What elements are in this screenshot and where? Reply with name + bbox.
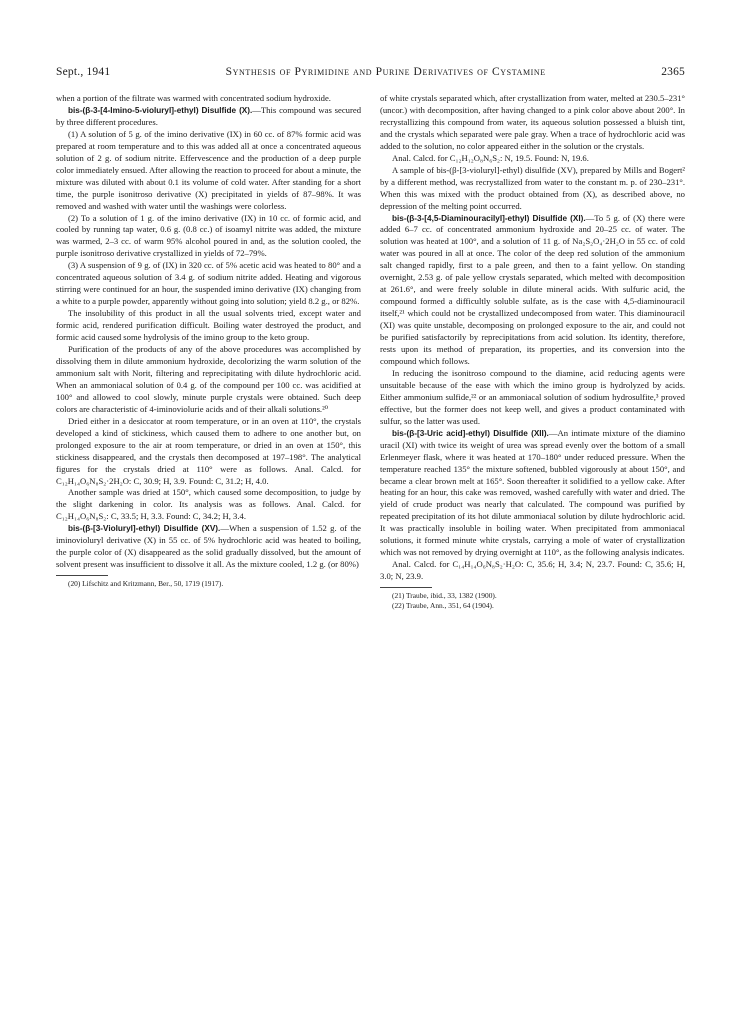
- left-paragraph: [56, 129, 361, 213]
- paragraph-text: Another sample was dried at 150°, which caused some decomposition, to judge by the slight darkening in color. Its analysis was as follows. Anal. Calcd. for C₁₂H₁₄O₆N₈S₂: C, 33.5; H, 3.3. Found: C, 34.2; H, 3.4.: [56, 487, 361, 522]
- page-header: [56, 66, 685, 78]
- paragraph-text: Purification of the products of any of the above procedures was accomplished by dissolving them in dilute ammonium hydroxide, decolorizing the warm solution of the ammonium salt with Norit, filtering and reprecipitating with dilute hydrochloric acid. When an ammoniacal solution of 0.4 g. of the compound per 100 cc. was acidified at 100° and allowed to cool slowly, minute purple crystals were obtained. Such deep colors are characteristic of 4-iminoviolurie acids and of their alkali solutions.²⁰: [56, 344, 361, 414]
- right-paragraph: [380, 368, 685, 428]
- left-paragraph: [56, 213, 361, 261]
- section-heading: bis-(β-3-[4,5-Diaminouracilyl]-ethyl) Disulfide (XI).: [392, 213, 586, 223]
- paragraph-text: (2) To a solution of 1 g. of the imino derivative (IX) in 10 cc. of formic acid, and cooled by running tap water, 0.6 g. (0.8 cc.) of isoamyl nitrite was added, the mixture was warmed, 2–3 cc. of warm 95% alcohol poured in and, as the solution cooled, the purple isonitroso derivative crystallized in yields of 72–79%.: [56, 212, 361, 259]
- page-number: 2365: [661, 66, 685, 78]
- paragraph-text: Dried either in a desiccator at room temperature, or in an oven at 110°, the crystals developed a kind of stickiness, which caused them to adhere to one another but, on prolonged exposure to the air at room temperature, or dried in an oven at 150°, this stickiness disappeared, and the crystals then decomposed at 197–198°. The analytical figures for the crystals dried at 110° were as follows. Anal. Calcd. for C₁₂H₁₄O₆N₈S₂·2H₂O: C, 30.9; H, 3.9. Found: C, 31.2; H, 4.0.: [56, 415, 361, 486]
- left-column: [56, 93, 361, 589]
- left-paragraph: [56, 344, 361, 416]
- paragraph-text: —An intimate mixture of the diamino uracil (XI) with twice its weight of urea was spread evenly over the bottom of a small Erlenmeyer flask, where it was heated at 170–180° under reduced pressure. When the temperature reached 135° the mixture softened, bubbled vigorously at about 150°, and became a clear brown melt at 165°. Soon thereafter it solidified to a yellow cake. After heating for an hour, this cake was removed, washed carefully with water and dried. The yield of crude product was nearly that calculated. The compound was purified by repeated precipitation of its hot dilute ammoniacal solution by dilute hydrochloric acid. It was practically insoluble in boiling water. When precipitated from ammoniacal solutions, it formed minute white crystals, carrying a mole of water of crystallization which was not removed by drying overnight at 110°, as the following analysis indicates.: [380, 427, 686, 558]
- left-paragraph: [56, 487, 361, 523]
- paragraph-text: Anal. Calcd. for C₁₂H₁₂O₈N₆S₂: N, 19.5. Found: N, 19.6.: [392, 152, 589, 163]
- footnotes: [380, 591, 685, 610]
- paragraph-text: —This compound was secured by three different procedures.: [56, 104, 362, 127]
- section-heading: bis-(β-[3-Uric acid]-ethyl) Disulfide (XII).: [392, 428, 549, 438]
- footnote: (21) Traube, ibid., 33, 1382 (1900).: [392, 591, 497, 601]
- right-paragraph: [380, 165, 685, 213]
- paragraph-text: of white crystals separated which, after crystallization from water, melted at 230.5–231° (uncor.) with decomposition, after having changed to a pink color above about 200°. In recrystallizing this compound from water, its aqueous solution possessed a bluish tint, and the crystals which separated were pale gray. When a trace of hydrochloric acid was added to the solution, no color appeared either in the solution or the crystals.: [380, 93, 685, 151]
- left-paragraph: [56, 523, 361, 571]
- right-paragraph: [380, 428, 685, 559]
- paragraph-text: —To 5 g. of (X) there were added 6–7 cc. of concentrated ammonium hydroxide and 20–25 cc. of water. The solution was heated at 100°, and a solution of 11 g. of Na₂S₂O₄·2H₂O in 55 cc. of cold water was poured in all at once. The color of the deep red solution of the ammonium salt changed rapidly, first to a pale green, and then to a faint yellow. On standing overnight, 2.53 g. of pale yellow crystals separated, which melted with decomposition at 261.6°, and were freely soluble in dilute mineral acids. With sulfuric acid, the compound formed a difficultly soluble sulfate, as is the case with 4,5-diaminouracil itself,²¹ which could not be crystallized undecomposed from water. This diaminouracil (XI) was quite unstable, decomposing on prolonged exposure to the air, and could not be purified satisfactorily by reprecipitations from acid solution. Its identity, therefore, rests upon its method of preparation, its properties, and its conversion into the compound which follows.: [380, 212, 685, 366]
- paragraph-text: (1) A solution of 5 g. of the imino derivative (IX) in 60 cc. of 87% formic acid was prepared at room temperature and to this was added all at once a concentrated aqueous solution of 2 g. of sodium nitrite. Effervescence and the production of a deep purple color immediately ensued. After allowing the reaction to proceed for about a minute, the mixture was diluted with about 0.1 its volume of cold water. After standing for a short time, the purple isonitroso derivative (X) precipitated in yields of 87–98%. It was removed and washed with water until the washings were colorless.: [56, 128, 361, 211]
- paragraph-text: —When a suspension of 1.52 g. of the iminovioluryl derivative (X) in 55 cc. of 5% hydrochloric acid was heated to boiling, the purple color of (X) disappeared as the solid gradually dissolved, but the amount of solvent present was insufficient to dissolve it all. As the mixture cooled, 1.2 g. (or 80%): [56, 523, 361, 570]
- footnote-rule: [380, 587, 432, 588]
- section-heading: bis-(β-[3-Violuryl]-ethyl) Disulfide (XV).: [68, 524, 221, 534]
- footnote: (20) Lifschitz and Kritzmann, Ber., 50, 1719 (1917).: [68, 579, 224, 589]
- paragraph-text: A sample of bis-(β-[3-violuryl]-ethyl) disulfide (XV), prepared by Mills and Bogert² by a different method, was recrystallized from water to the constant m. p. of 230–231°. When this was mixed with the product obtained from (X), as described above, no depression of the melting point occurred.: [380, 164, 685, 211]
- right-paragraph: [380, 153, 685, 165]
- header-date: Sept., 1941: [56, 66, 111, 78]
- footnote: (22) Traube, Ann., 351, 64 (1904).: [392, 600, 494, 610]
- paragraph-text: (3) A suspension of 9 g. of (IX) in 320 cc. of 5% acetic acid was heated to 80° and a concentrated aqueous solution of 3.4 g. of sodium nitrite added. Heating and vigorous stirring were continued for an hour, the suspended imino derivative (IX) changing from a white to a purple powder, apparently without going into solution; yield 8.2 g., or 82%.: [56, 260, 361, 307]
- left-paragraph: [56, 308, 361, 344]
- right-column: [380, 93, 685, 610]
- paragraph-text: The insolubility of this product in all the usual solvents tried, except water and formic acid, rendered purification difficult. Boiling water destroyed the product, and formic acid caused some hydrolysis of the imino group to the keto group.: [56, 308, 361, 343]
- footnotes: [56, 579, 361, 589]
- paragraph-text: In reducing the isonitroso compound to the diamine, acid reducing agents were unsuitable because of the ease with which the imino group is hydrolyzed by acids. Either ammonium sulfide,²² or an ammoniacal solution of sodium hydrosulfite,³ proved effective, but the former does not keep well, and gives a product contaminated with sulfur, so the latter was used.: [380, 367, 685, 426]
- footnote-rule: [56, 575, 108, 576]
- left-paragraph: [56, 416, 361, 488]
- paragraph-text: when a portion of the filtrate was warmed with concentrated sodium hydroxide.: [56, 93, 331, 103]
- paragraph-text: Anal. Calcd. for C₁₄H₁₄O₆N₈S₂·H₂O: C, 35.6; H, 3.4; N, 23.7. Found: C, 35.6; H, 3.0; N, 23.9.: [380, 559, 685, 582]
- left-paragraph: [56, 93, 361, 105]
- right-paragraph: [380, 559, 685, 583]
- header-running-title: Synthesis of Pyrimidine and Purine Derivatives of Cystamine: [225, 66, 546, 78]
- left-paragraph: [56, 105, 361, 129]
- right-paragraph: [380, 213, 685, 368]
- left-paragraph: [56, 260, 361, 308]
- section-heading: bis-(β-3-[4-Imino-5-violuryl]-ethyl) Disulfide (X).: [68, 105, 253, 115]
- right-paragraph: [380, 93, 685, 153]
